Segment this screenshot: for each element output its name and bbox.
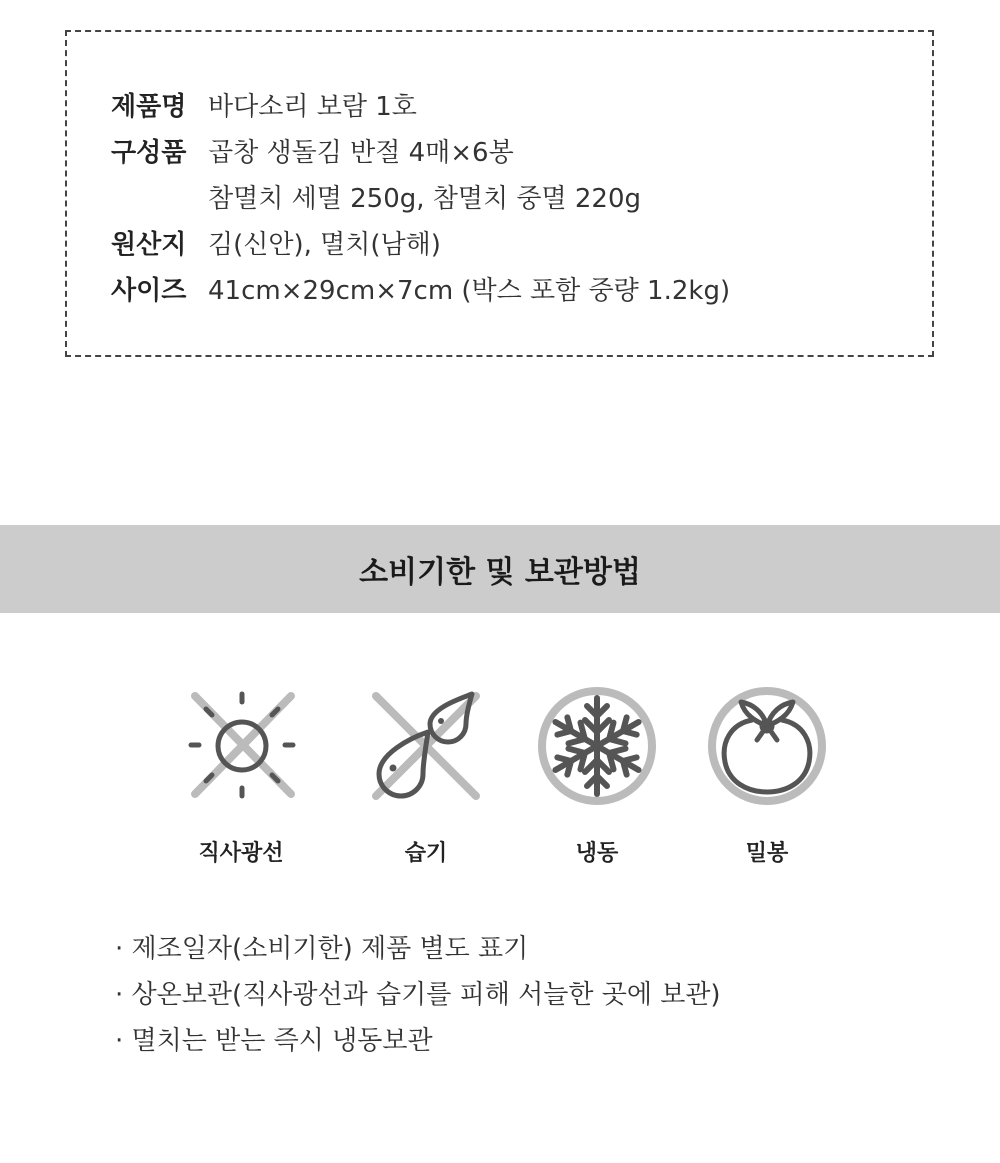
product-info-list	[111, 84, 730, 314]
note-item: · 멸치는 받는 즉시 냉동보관	[115, 1026, 433, 1056]
info-value: 바다소리 보람 1호	[208, 92, 417, 122]
product-info-box	[65, 30, 934, 357]
no-sunlight-icon	[181, 686, 301, 806]
storage-icon-sealed	[707, 686, 827, 867]
icon-label: 습기	[404, 841, 448, 866]
section-title: 소비기한 및 보관방법	[359, 555, 641, 590]
storage-notes	[115, 926, 721, 1064]
icon-label: 직사광선	[198, 841, 284, 866]
info-label: 원산지	[111, 230, 187, 260]
info-row-origin	[111, 222, 730, 268]
info-row-components	[111, 130, 730, 222]
storage-icon-sunlight	[181, 686, 301, 867]
info-value: 김(신안), 멸치(남해)	[208, 230, 441, 260]
info-label: 제품명	[111, 92, 187, 122]
icon-label: 밀봉	[745, 841, 789, 866]
info-value: 곱창 생돌김 반절 4매×6봉	[208, 138, 514, 168]
storage-icon-moisture	[366, 686, 486, 867]
icon-label: 냉동	[575, 841, 619, 866]
note-item: · 상온보관(직사광선과 습기를 피해 서늘한 곳에 보관)	[115, 980, 721, 1010]
info-value: 41cm×29cm×7cm (박스 포함 중량 1.2kg)	[208, 276, 731, 306]
no-moisture-icon	[366, 686, 486, 806]
storage-icon-freeze	[537, 686, 657, 867]
storage-section-header	[0, 525, 1000, 613]
snowflake-icon	[537, 686, 657, 806]
info-row-size	[111, 268, 730, 314]
sealed-bag-icon	[707, 686, 827, 806]
info-label: 사이즈	[111, 276, 187, 306]
note-item: · 제조일자(소비기한) 제품 별도 표기	[115, 934, 529, 964]
info-row-product-name	[111, 84, 730, 130]
info-label: 구성품	[111, 138, 187, 168]
info-value: 참멸치 세멸 250g, 참멸치 중멸 220g	[208, 184, 642, 214]
